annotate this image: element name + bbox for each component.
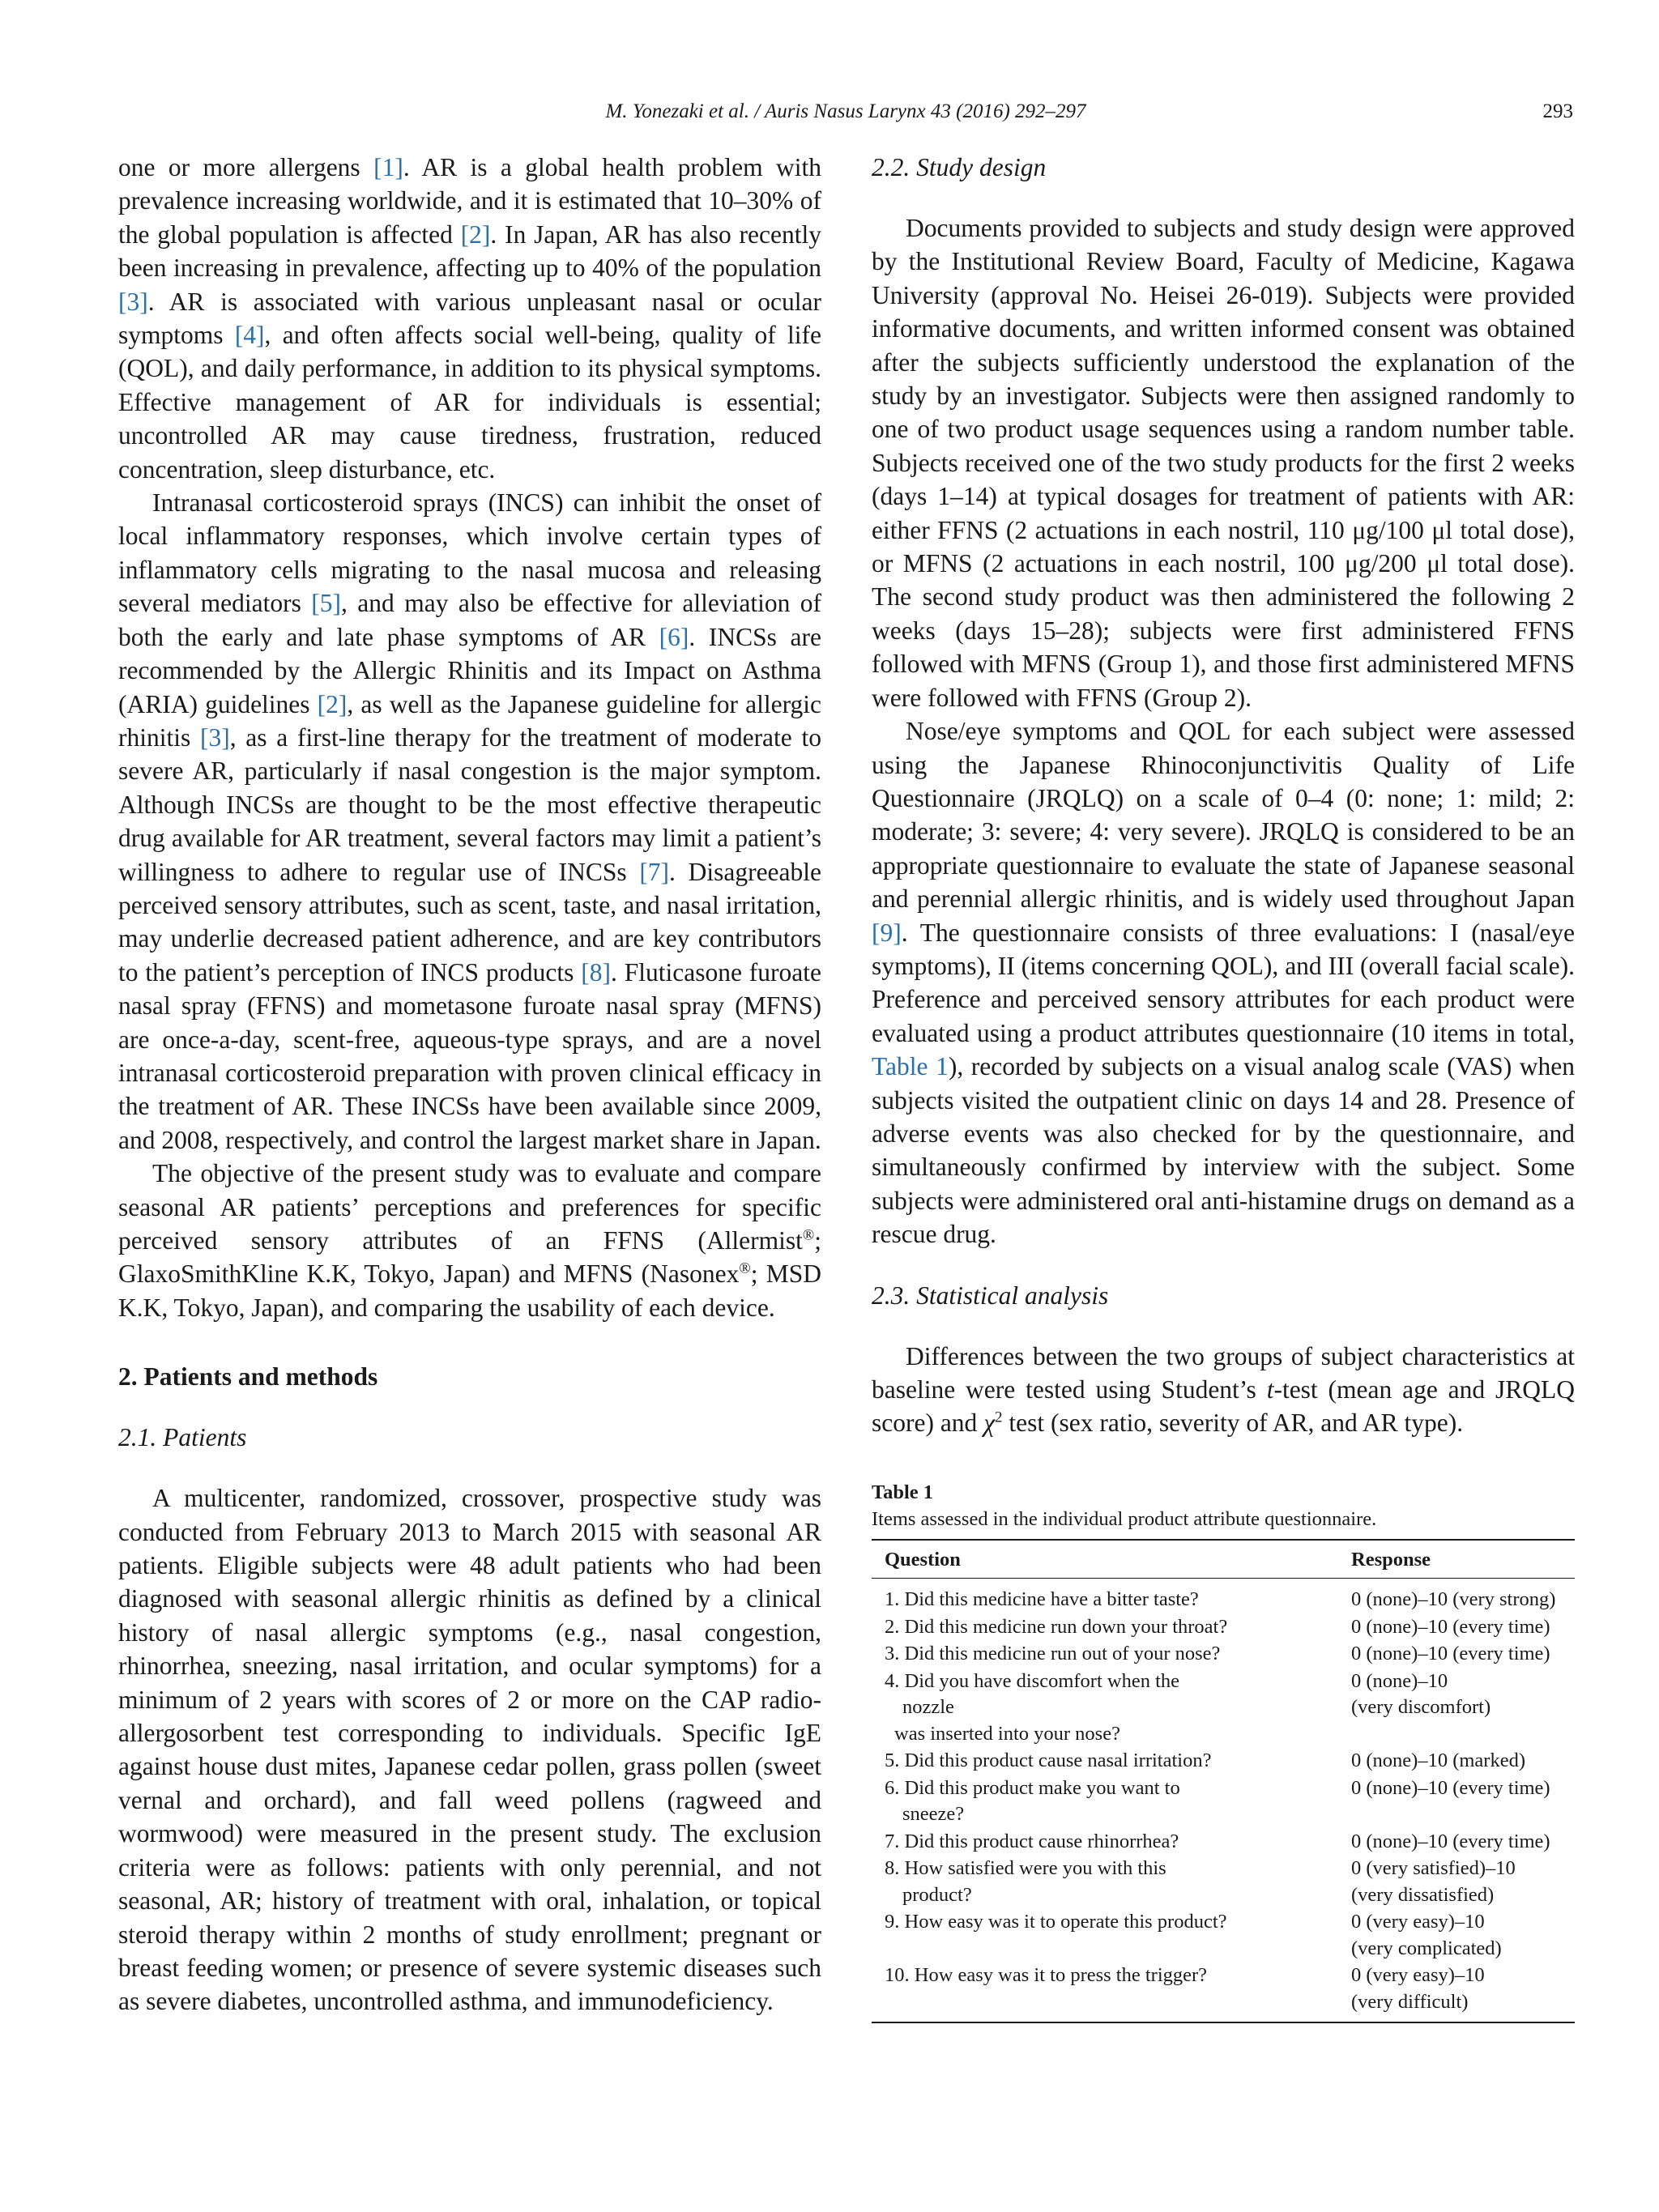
citation-link[interactable]: [4] (234, 321, 265, 350)
citation-link[interactable]: [1] (373, 153, 403, 181)
question-cell: 2. Did this medicine run down your throat? (885, 1615, 1228, 1638)
table-row (872, 1909, 1575, 1963)
paragraph-statistics: Differences between the two groups of subject characteristics at baseline were tested using Student’s t-test (mean age and JRQLQ score) and $\chi^2$ test (sex ratio, severity of AR, and AR type). (872, 1341, 1576, 1438)
table-row (872, 1579, 1575, 1614)
table-row (872, 1614, 1575, 1642)
subsection-heading-study-design: 2.2. Study design (872, 153, 1047, 181)
paragraph-incs: Intranasal corticosteroid sprays (INCS) can inhibit the onset of local inflammatory responses, which involve certain types of inflammatory cells migrating to the nasal mucosa and releasing several mediators [5], and may also be effective for alleviation of both the early and late phase symptoms of AR [6]. INCSs are recommended by the Allergic Rhinitis and its Impact on Asthma (ARIA) guidelines [2], as well as the Japanese guideline for allergic rhinitis [3], as a first-line therapy for the treatment of moderate to severe AR, particularly if nasal congestion is the major symptom. Although INCSs are thought to be the most effective therapeutic drug available for AR treatment, several factors may limit a patient’s willingness to adhere to regular use of INCSs [7]. Disagreeable perceived sensory attributes, such as scent, taste, and nasal irritation, may underlie decreased patient adherence, and are key contributors to the patient’s perception of INCS products [8]. Fluticasone furoate nasal spray (FFNS) and mometasone furoate nasal spray (MFNS) are once-a-day, scent-free, aqueous-type sprays, and are a novel intranasal corticosteroid preparation with proven clinical efficacy in the treatment of AR. These INCSs have been available since 2009, and 2008, respectively, and control the largest market share in Japan. (118, 488, 822, 1154)
table-1 (872, 1479, 1575, 2024)
response-cell: 0 (none)–10 (every time) (1351, 1615, 1550, 1638)
citation-link[interactable]: [2] (460, 219, 491, 249)
citation-link[interactable]: [7] (639, 857, 670, 886)
citation-link[interactable]: [8] (581, 957, 611, 987)
table-row (872, 1641, 1575, 1669)
question-cell: 3. Did this medicine run out of your nose? (885, 1643, 1221, 1665)
response-cell: 0 (none)–10 (very discomfort) (1351, 1669, 1491, 1719)
left-column (118, 151, 821, 2018)
citation-link[interactable]: [6] (659, 622, 689, 651)
response-cell: 0 (none)–10 (every time) (1351, 1830, 1550, 1852)
question-cell: 4. Did you have discomfort when the nozzle was inserted into your nose? (885, 1669, 1180, 1745)
citation-link[interactable]: [3] (199, 722, 230, 752)
response-cell: 0 (none)–10 (marked) (1351, 1750, 1525, 1772)
table-caption: Items assessed in the individual product attribute questionnaire. (872, 1507, 1377, 1530)
paragraph-questionnaire: Nose/eye symptoms and QOL for each subject were assessed using the Japanese Rhinoconjunctivitis Quality of Life Questionnaire (JRQLQ) on a scale of 0–4 (0: none; 1: mild; 2: moderate; 3: severe; 4: very severe). JRQLQ is considered to be an appropriate questionnaire to evaluate the state of Japanese seasonal and perennial allergic rhinitis, and is widely used throughout Japan [9]. The questionnaire consists of three evaluations: I (nasal/eye symptoms), II (items concerning QOL), and III (overall facial scale). Preference and perceived sensory attributes for each product were evaluated using a product attributes questionnaire (10 items in total, Table 1), recorded by subjects on a visual analog scale (VAS) when subjects visited the outpatient clinic on days 14 and 28. Presence of adverse events was also checked for by the questionnaire, and simultaneously confirmed by interview with the subject. Some subjects were administered oral anti-histamine drugs on demand as a rescue drug. (872, 717, 1575, 1249)
column-header-response: Response (1338, 1540, 1575, 1579)
response-cell: 0 (very easy)–10 (very difficult) (1338, 1963, 1575, 2022)
question-cell: 7. Did this product cause rhinorrhea? (885, 1830, 1179, 1852)
paragraph-objective: The objective of the present study was to evaluate and compare seasonal AR patients’ perceptions and preferences for specific perceived sensory attributes of an FFNS (Allermist®; GlaxoSmithKline K.K, Tokyo, Japan) and MFNS (Nasonex®; MSD K.K, Tokyo, Japan), and comparing the usability of each device. (118, 1159, 822, 1322)
table-label: Table 1 (872, 1481, 934, 1503)
question-cell: 1. Did this medicine have a bitter taste? (885, 1588, 1199, 1611)
section-heading-patients-methods: 2. Patients and methods (118, 1362, 378, 1392)
question-cell: 6. Did this product make you want to sneeze? (885, 1776, 1180, 1826)
paragraph-study-design: Documents provided to subjects and study design were approved by the Institutional Review Board, Faculty of Medicine, Kagawa University (approval No. Heisei 26-019). Subjects were provided informative documents, and written informed consent was obtained after the subjects sufficiently understood the explanation of the study by an investigator. Subjects were then assigned randomly to one of two product usage sequences using a random number table. Subjects received one of the two study products for the first 2 weeks (days 1–14) at typical dosages for treatment of patients with AR: either FFNS (2 actuations in each nostril, 110 μg/100 μl total dose), or MFNS (2 actuations in each nostril, 100 μg/200 μl total dose). The second study product was then administered the following 2 weeks (days 15–28); subjects were first administered FFNS followed with MFNS (Group 1), and those first administered MFNS were followed with FFNS (Group 2). (872, 214, 1575, 712)
table-row (872, 1775, 1575, 1829)
table-header-row (872, 1540, 1575, 1579)
response-cell: 0 (none)–10 (every time) (1351, 1776, 1550, 1799)
column-header-question: Question (872, 1540, 1338, 1579)
subsection-heading-patients: 2.1. Patients (118, 1423, 247, 1452)
subsection-heading-statistical-analysis: 2.3. Statistical analysis (872, 1281, 1109, 1310)
table-row (872, 1829, 1575, 1856)
table-row (872, 1669, 1575, 1749)
citation-link[interactable]: [3] (118, 287, 148, 316)
response-cell: 0 (very satisfied)–10 (very dissatisfied) (1351, 1857, 1516, 1906)
right-column (872, 151, 1575, 2023)
table-link[interactable]: Table 1 (872, 1052, 949, 1081)
page-number: 293 (1542, 100, 1573, 122)
citation-link[interactable]: [9] (872, 918, 902, 947)
page-header (118, 96, 1573, 128)
running-head: M. Yonezaki et al. / Auris Nasus Larynx 43 (2016) 292–297 (605, 100, 1086, 122)
paragraph-intro-continued: one or more allergens [1]. AR is a global health problem with prevalence increasing worldwide, and it is estimated that 10–30% of the global population is affected [2]. In Japan, AR has also recently been increasing in prevalence, affecting up to 40% of the population [3]. AR is associated with various unpleasant nasal or ocular symptoms [4], and often affects social well-being, quality of life (QOL), and daily performance, in addition to its physical symptoms. Effective management of AR for individuals is essential; uncontrolled AR may cause tiredness, frustration, reduced concentration, sleep disturbance, etc. (118, 153, 821, 484)
table-row (872, 1963, 1575, 2022)
citation-link[interactable]: [2] (317, 689, 348, 718)
table-row (872, 1748, 1575, 1775)
attribute-table (872, 1539, 1575, 2024)
response-cell: 0 (none)–10 (every time) (1351, 1643, 1550, 1665)
response-cell: 0 (none)–10 (very strong) (1351, 1588, 1556, 1611)
response-cell: 0 (very easy)–10 (very complicated) (1351, 1911, 1502, 1959)
question-cell: 5. Did this product cause nasal irritation? (885, 1750, 1212, 1772)
question-cell: 8. How satisfied were you with this product? (885, 1857, 1166, 1906)
citation-link[interactable]: [5] (311, 589, 341, 618)
table-row (872, 1856, 1575, 1909)
question-cell: 9. How easy was it to operate this product? (885, 1911, 1227, 1933)
question-cell: 10. How easy was it to press the trigger? (872, 1963, 1338, 2022)
paragraph-patients: A multicenter, randomized, crossover, prospective study was conducted from February 2013 to March 2015 with seasonal AR patients. Eligible subjects were 48 adult patients who had been diagnosed with seasonal allergic rhinitis as defined by a clinical history of nasal allergic symptoms (e.g., nasal congestion, rhinorrhea, sneezing, nasal irritation, and ocular symptoms) for a minimum of 2 years with scores of 2 or more on the CAP radio-allergosorbent test corresponding to individuals. Specific IgE against house dust mites, Japanese cedar pollen, grass pollen (sweet vernal and orchard), and fall weed pollens (ragweed and wormwood) were measured in the present study. The exclusion criteria were as follows: patients with only perennial, and not seasonal, AR; history of treatment with oral, inhalation, or topical steroid therapy within 2 months of study enrollment; pregnant or breast feeding women; or presence of severe systemic diseases such as severe diabetes, uncontrolled asthma, and immunodeficiency. (118, 1484, 821, 2016)
